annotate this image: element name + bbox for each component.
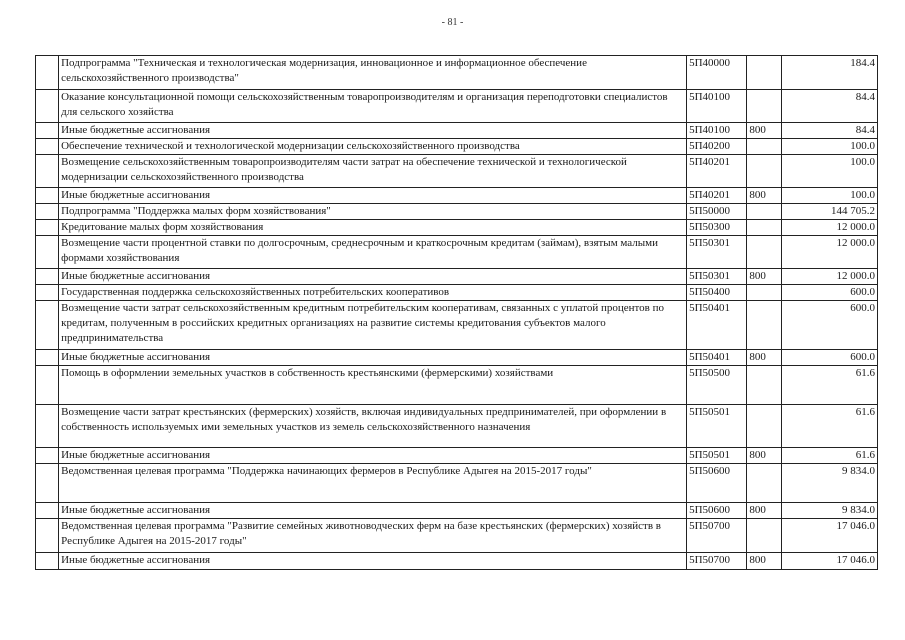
row-name-cell: Кредитование малых форм хозяйствования	[59, 220, 687, 236]
row-blank-cell	[36, 155, 59, 188]
row-amount-cell: 84.4	[781, 123, 877, 139]
row-name-cell: Ведомственная целевая программа "Поддержка начинающих фермеров в Республике Адыгея на 2015-2017 годы"	[59, 464, 687, 503]
row-expense-type-cell	[747, 56, 781, 90]
row-name-cell: Возмещение части затрат крестьянских (фермерских) хозяйств, включая индивидуальных предпринимателей, при оформлении в собственность используемых ими земельных участков из земель сельскохозяйственного назначения	[59, 405, 687, 448]
row-expense-type-cell	[747, 285, 781, 301]
row-name-cell: Обеспечение технической и технологической модернизации сельскохозяйственного производства	[59, 139, 687, 155]
row-expense-type-cell	[747, 366, 781, 405]
row-expense-type-cell	[747, 139, 781, 155]
row-code-cell: 5П50401	[687, 301, 747, 350]
row-blank-cell	[36, 350, 59, 366]
row-amount-cell: 12 000.0	[781, 269, 877, 285]
row-blank-cell	[36, 90, 59, 123]
table-row	[36, 56, 878, 90]
row-amount-cell: 12 000.0	[781, 236, 877, 269]
row-expense-type-cell	[747, 90, 781, 123]
row-amount-cell: 600.0	[781, 350, 877, 366]
table-row	[36, 236, 878, 269]
row-blank-cell	[36, 139, 59, 155]
row-blank-cell	[36, 301, 59, 350]
row-expense-type-cell	[747, 405, 781, 448]
row-amount-cell: 100.0	[781, 155, 877, 188]
table-row	[36, 123, 878, 139]
row-amount-cell: 600.0	[781, 301, 877, 350]
row-amount-cell: 61.6	[781, 366, 877, 405]
row-name-cell: Помощь в оформлении земельных участков в собственность крестьянскими (фермерскими) хозяйствами	[59, 366, 687, 405]
row-expense-type-cell	[747, 204, 781, 220]
row-name-cell: Иные бюджетные ассигнования	[59, 350, 687, 366]
page-number: - 81 -	[441, 17, 464, 28]
row-name-cell: Иные бюджетные ассигнования	[59, 188, 687, 204]
row-name-cell: Иные бюджетные ассигнования	[59, 123, 687, 139]
row-amount-cell: 600.0	[781, 285, 877, 301]
row-expense-type-cell: 800	[747, 448, 781, 464]
row-code-cell: 5П50600	[687, 464, 747, 503]
row-code-cell: 5П40100	[687, 123, 747, 139]
row-name-cell: Государственная поддержка сельскохозяйственных потребительских кооперативов	[59, 285, 687, 301]
row-blank-cell	[36, 123, 59, 139]
table-row	[36, 90, 878, 123]
row-amount-cell: 12 000.0	[781, 220, 877, 236]
row-name-cell: Возмещение части процентной ставки по долгосрочным, среднесрочным и краткосрочным кредитам (займам), взятым малыми формами хозяйствования	[59, 236, 687, 269]
table-row	[36, 139, 878, 155]
row-amount-cell: 9 834.0	[781, 503, 877, 519]
row-blank-cell	[36, 204, 59, 220]
row-blank-cell	[36, 220, 59, 236]
row-blank-cell	[36, 285, 59, 301]
row-expense-type-cell: 800	[747, 123, 781, 139]
row-amount-cell: 100.0	[781, 188, 877, 204]
row-code-cell: 5П50000	[687, 204, 747, 220]
row-code-cell: 5П40201	[687, 188, 747, 204]
row-amount-cell: 61.6	[781, 405, 877, 448]
table-row	[36, 285, 878, 301]
table-row	[36, 301, 878, 350]
row-blank-cell	[36, 188, 59, 204]
row-amount-cell: 17 046.0	[781, 553, 877, 570]
row-amount-cell: 84.4	[781, 90, 877, 123]
row-amount-cell: 184.4	[781, 56, 877, 90]
row-blank-cell	[36, 56, 59, 90]
row-amount-cell: 9 834.0	[781, 464, 877, 503]
table-row	[36, 553, 878, 570]
row-amount-cell: 144 705.2	[781, 204, 877, 220]
row-name-cell: Иные бюджетные ассигнования	[59, 448, 687, 464]
row-expense-type-cell: 800	[747, 350, 781, 366]
row-name-cell: Иные бюджетные ассигнования	[59, 553, 687, 570]
row-blank-cell	[36, 448, 59, 464]
row-code-cell: 5П50501	[687, 405, 747, 448]
row-name-cell: Иные бюджетные ассигнования	[59, 269, 687, 285]
row-blank-cell	[36, 366, 59, 405]
row-name-cell: Подпрограмма "Техническая и технологическая модернизация, инновационное и информационное обеспечение сельскохозяйственного производства"	[59, 56, 687, 90]
row-blank-cell	[36, 464, 59, 503]
table-row	[36, 155, 878, 188]
table-row	[36, 448, 878, 464]
row-code-cell: 5П50700	[687, 519, 747, 553]
row-amount-cell: 17 046.0	[781, 519, 877, 553]
row-name-cell: Возмещение сельскохозяйственным товаропроизводителям части затрат на обеспечение технической и технологической модернизации сельскохозяйственного производства	[59, 155, 687, 188]
row-expense-type-cell	[747, 464, 781, 503]
row-code-cell: 5П50501	[687, 448, 747, 464]
table-row	[36, 519, 878, 553]
row-expense-type-cell: 800	[747, 503, 781, 519]
row-name-cell: Ведомственная целевая программа "Развитие семейных животноводческих ферм на базе крестьянских (фермерских) хозяйств в Республике Адыгея на 2015-2017 годы"	[59, 519, 687, 553]
table-row	[36, 220, 878, 236]
row-blank-cell	[36, 405, 59, 448]
table-row	[36, 350, 878, 366]
row-name-cell: Оказание консультационной помощи сельскохозяйственным товаропроизводителям и организация переподготовки специалистов для сельского хозяйства	[59, 90, 687, 123]
row-code-cell: 5П50301	[687, 269, 747, 285]
row-amount-cell: 61.6	[781, 448, 877, 464]
row-expense-type-cell: 800	[747, 188, 781, 204]
row-blank-cell	[36, 236, 59, 269]
row-expense-type-cell	[747, 519, 781, 553]
row-expense-type-cell: 800	[747, 553, 781, 570]
row-expense-type-cell	[747, 301, 781, 350]
row-amount-cell: 100.0	[781, 139, 877, 155]
row-code-cell: 5П50600	[687, 503, 747, 519]
row-blank-cell	[36, 519, 59, 553]
budget-table	[35, 55, 878, 570]
row-code-cell: 5П50400	[687, 285, 747, 301]
row-expense-type-cell	[747, 236, 781, 269]
row-code-cell: 5П50500	[687, 366, 747, 405]
row-name-cell: Возмещение части затрат сельскохозяйственным кредитным потребительским кооперативам, связанных с уплатой процентов по кредитам, полученным в российских кредитных организациях на развитие системы кредитования субъектов малого предпринимательства	[59, 301, 687, 350]
row-code-cell: 5П40000	[687, 56, 747, 90]
row-code-cell: 5П40200	[687, 139, 747, 155]
row-blank-cell	[36, 269, 59, 285]
row-expense-type-cell	[747, 155, 781, 188]
table-row	[36, 405, 878, 448]
table-row	[36, 188, 878, 204]
row-name-cell: Подпрограмма "Поддержка малых форм хозяйствования"	[59, 204, 687, 220]
row-code-cell: 5П50401	[687, 350, 747, 366]
row-code-cell: 5П50700	[687, 553, 747, 570]
table-row	[36, 366, 878, 405]
table-row	[36, 464, 878, 503]
table-row	[36, 204, 878, 220]
row-code-cell: 5П40201	[687, 155, 747, 188]
row-code-cell: 5П50300	[687, 220, 747, 236]
row-expense-type-cell	[747, 220, 781, 236]
table-row	[36, 503, 878, 519]
row-name-cell: Иные бюджетные ассигнования	[59, 503, 687, 519]
row-blank-cell	[36, 553, 59, 570]
table-row	[36, 269, 878, 285]
table-body	[36, 56, 878, 570]
row-expense-type-cell: 800	[747, 269, 781, 285]
row-code-cell: 5П40100	[687, 90, 747, 123]
row-blank-cell	[36, 503, 59, 519]
row-code-cell: 5П50301	[687, 236, 747, 269]
